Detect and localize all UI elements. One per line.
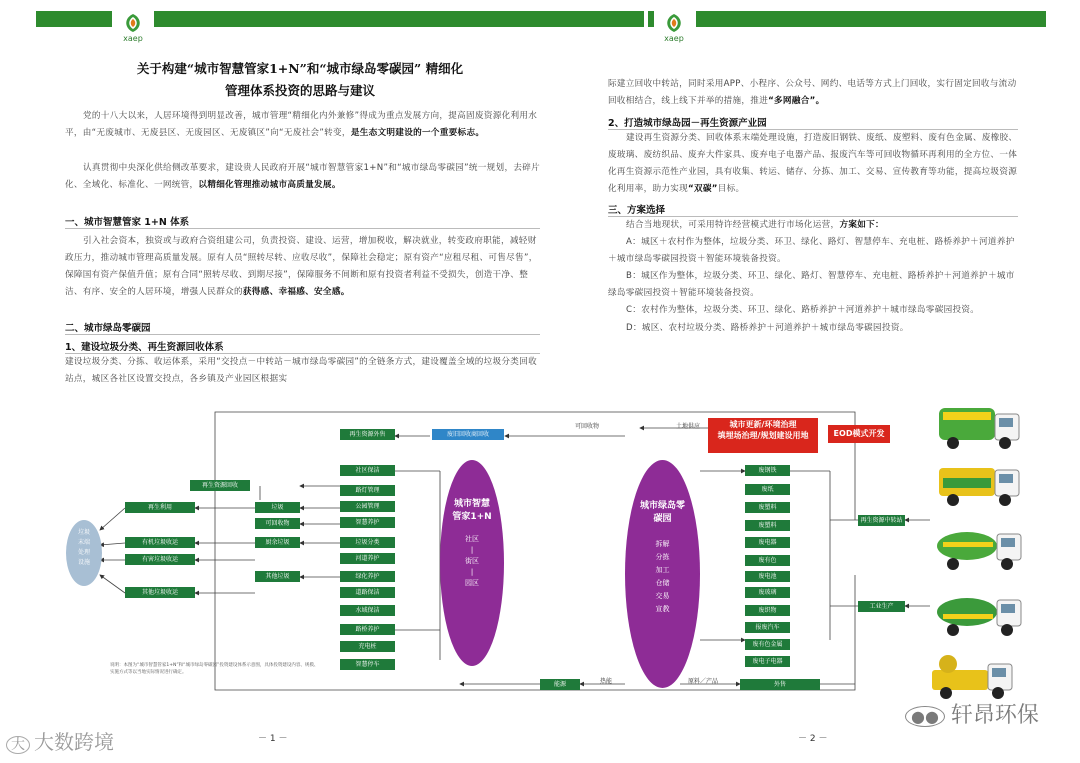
ellipse-green-island-sub: 拆解 分拣 加工 仓储 交易 宣教: [655, 540, 670, 613]
subsection-heading-1: 1、建设垃圾分类、再生资源回收体系: [65, 339, 540, 354]
left-paragraph-4: 建设垃圾分类、分拣、收运体系，采用“交投点－中转站－城市绿岛零碳园”的全链条方式，建设覆盖全域的垃圾分类回收站点，城区各社区设置交投点，各乡镇及产业园区根据实: [65, 357, 537, 384]
diagram-box-paper: 废纸: [745, 484, 790, 495]
diagram-box-bridge: 路桥养护: [340, 624, 395, 635]
diagram-box-scrap-car: 报废汽车: [745, 622, 790, 633]
option-a: A：城区＋农村作为整体，垃圾分类、环卫、绿化、路灯、智慧停车、充电桩、路桥养护＋河道养护＋城市绿岛零碳园投资＋智能环境装备投资。: [608, 237, 1015, 264]
diagram-box-river: 河道养护: [340, 553, 395, 564]
diagram-box-steel: 废钢铁: [745, 465, 790, 476]
diagram-box-textile: 废织物: [745, 605, 790, 616]
watermark-left: 大 大数跨境: [6, 726, 114, 755]
diagram-box-nonferrous-metal: 废有色金属: [745, 639, 790, 650]
ellipse-end-facility: [66, 520, 102, 586]
diagram-box-greening: 绿化养护: [340, 571, 395, 582]
section-heading-3: 三、方案选择: [608, 202, 1018, 217]
right-paragraph-1: 际建立回收中转站，同时采用APP、小程序、公众号、网约、电话等方式上门回收，实行固定回收与流动回收相结合，线上线下并举的措施，推进“多网融合”。: [608, 79, 1017, 106]
diagram-box-sorting: 垃圾分类: [340, 537, 395, 548]
diagram-box-water-clean: 水域保洁: [340, 605, 395, 616]
page-number-right: － 2 －: [798, 734, 828, 744]
red-box-urban-renewal: 城市更新/环境治理 填埋场治理/规划建设用地: [708, 418, 818, 453]
right-paragraph-3: 结合当地现状，可采用特许经营模式进行市场化运营，方案如下：: [626, 220, 884, 230]
diagram-box-kitchen: 厨余垃圾: [255, 537, 300, 548]
label-land-supply: 土地供应: [676, 423, 701, 430]
diagram-box-parking: 智慧停车: [340, 659, 395, 670]
diagram-box-nonferrous: 废有色: [745, 555, 790, 566]
sweeper-truck-icon: [935, 458, 1025, 510]
diagram-box-park: 公园管理: [340, 501, 395, 512]
diagram-box-industrial: 工业生产: [858, 601, 905, 612]
section-heading-2: 二、城市绿岛零碳园: [65, 320, 540, 335]
label-material: 原料／产品: [688, 678, 719, 685]
mist-cannon-truck-icon: [928, 650, 1018, 702]
diagram-box-resource-recycle: 再生资源回收: [190, 480, 250, 491]
diagram-note: 说明：本图为“城市智慧管家1+N”和“城市绿岛零碳园”投资建设体系示意图，具体投资建设内容、规模、实施方式等以当地实际情况进行确定。: [110, 663, 319, 675]
diagram-box-plastic-a: 废塑料: [745, 502, 790, 513]
diagram-box-reuse: 再生利用: [125, 502, 195, 513]
diagram-box-road-clean: 道路保洁: [340, 587, 395, 598]
page-number-left: － 1 －: [258, 734, 288, 744]
diagram-box-other-collect: 其他垃圾收运: [125, 587, 195, 598]
diagram-box-organic: 有机垃圾收运: [125, 537, 195, 548]
red-box-eod: EOD模式开发: [828, 425, 890, 443]
diagram-box-glass: 废玻璃: [745, 587, 790, 598]
diagram-box-waste: 垃圾: [255, 502, 300, 513]
watermark-left-icon: 大: [6, 736, 30, 754]
title-line-2: 管理体系投资的思路与建议: [224, 83, 375, 98]
diagram-box-resource-market: 再生资源外售: [340, 429, 395, 440]
left-paragraph-3: 引入社会资本，独资或与政府合资组建公司，负责投资、建设、运营，增加税收，解决就业，转变政府职能，减轻财政压力，推动城市管理高质量发展。原有人员“照转尽转、应收尽收”，保障社会稳定；原有资产“应租尽租、可售尽售”，保障国有资产保值升值；原有合同“照转尽收、到期尽接”，保障服务不间断和原有投资者利益不受损失，创造干净、整洁、有序、安全的人居环境，增强人民群众的获得感、幸福感、安全感。: [65, 236, 538, 297]
diagram-box-energy: 能源: [540, 679, 580, 690]
diagram-box-community-clean: 社区保洁: [340, 465, 395, 476]
ellipse-green-island-title: 城市绿岛零碳园: [639, 501, 685, 524]
diagram-box-smart-maintain: 智慧养护: [340, 517, 395, 528]
diagram-box-outsell: 外售: [740, 679, 820, 690]
label-heat: 热能: [600, 678, 613, 685]
diagram-box-plastic-b: 废塑料: [745, 520, 790, 531]
option-d: D：城区、农村垃圾分类、路桥养护＋河道养护＋城市绿岛零碳园投资。: [626, 323, 909, 333]
left-paragraph-2: 认真贯彻中央深化供给侧改革要求，建设贵人民政府开展“城市智慧管家1+N”和“城市绿岛零碳园”统一规划，去碎片化、全域化、标准化、一网统管，以精细化管理推动城市高质量发展。: [65, 163, 541, 190]
wechat-icon: ●●: [905, 706, 945, 727]
option-b: B：城区作为整体，垃圾分类、环卫、绿化、路灯、智慧停车、充电桩、路桥养护＋河道养护＋城市绿岛零碳园投资＋智能环境装备投资。: [608, 271, 1015, 298]
ellipse-smart-steward: [440, 460, 504, 666]
title-line-1: 关于构建“城市智慧管家1+N”和“城市绿岛零碳园” 精细化: [136, 61, 464, 76]
diagram-box-other: 其他垃圾: [255, 571, 300, 582]
left-paragraph-1: 党的十八大以来，人居环境得到明显改善，城市管理“精细化内外兼修”得成为重点发展方向，提高固废资源化利用水平，由“无废城市、无废县区、无废园区、无废镇区”向“无废社会”转变，是生态文明建设的一个重要标志。: [65, 111, 538, 138]
ellipse-smart-steward-title: 城市智慧管家1+N: [452, 499, 492, 522]
diagram-box-e-waste: 废电子电器: [745, 656, 790, 667]
tanker-truck-icon: [935, 522, 1025, 574]
garbage-truck-icon: [935, 400, 1025, 452]
diagram-box-streetlight: 路灯管理: [340, 485, 395, 496]
diagram-box-charger: 充电桩: [340, 641, 395, 652]
logo-text: xaep: [123, 34, 143, 43]
option-c: C：农村作为整体，垃圾分类、环卫、绿化、路桥养护＋河道养护＋城市绿岛零碳园投资。: [626, 305, 980, 315]
label-recyclables: 可回收物: [575, 423, 600, 430]
logo-text: xaep: [664, 34, 684, 43]
right-paragraph-2: 建设再生资源分类、回收体系末端处理设施，打造废旧钢铁、废纸、废塑料、废有色金属、废橡胶、废玻璃、废纺织品、废弃大件家具、废弃电子电器产品、报废汽车等可回收物循环再利用的全方位、一体化再生资源示范性产业园，具有收集、转运、储存、分拣、加工、交易、宣传教育等功能，提高垃圾资源化利用率，助力实现“双碳”目标。: [608, 133, 1018, 194]
subsection-heading-2: 2、打造城市绿岛园－再生资源产业园: [608, 115, 1018, 130]
ellipse-smart-steward-sub: 社区 | 街区 | 园区: [465, 535, 479, 587]
suction-truck-icon: [935, 588, 1025, 640]
diagram-box-recyclable: 可回收物: [255, 518, 300, 529]
watermark-right: ●● 轩昂环保: [905, 698, 1039, 729]
ellipse-green-island: [625, 460, 700, 688]
diagram-box-recycler: 废旧回收商回收: [432, 429, 504, 440]
ellipse-end-facility-text: 垃圾 末端 处理 设施: [77, 529, 90, 566]
section-heading-1: 一、城市智慧管家 1+N 体系: [65, 214, 540, 229]
diagram-box-battery: 废电池: [745, 571, 790, 582]
diagram-box-hazardous: 有害垃圾收运: [125, 554, 195, 565]
diagram-box-appliance: 废电器: [745, 537, 790, 548]
diagram-box-transfer-station: 再生资源中转站: [858, 515, 905, 526]
